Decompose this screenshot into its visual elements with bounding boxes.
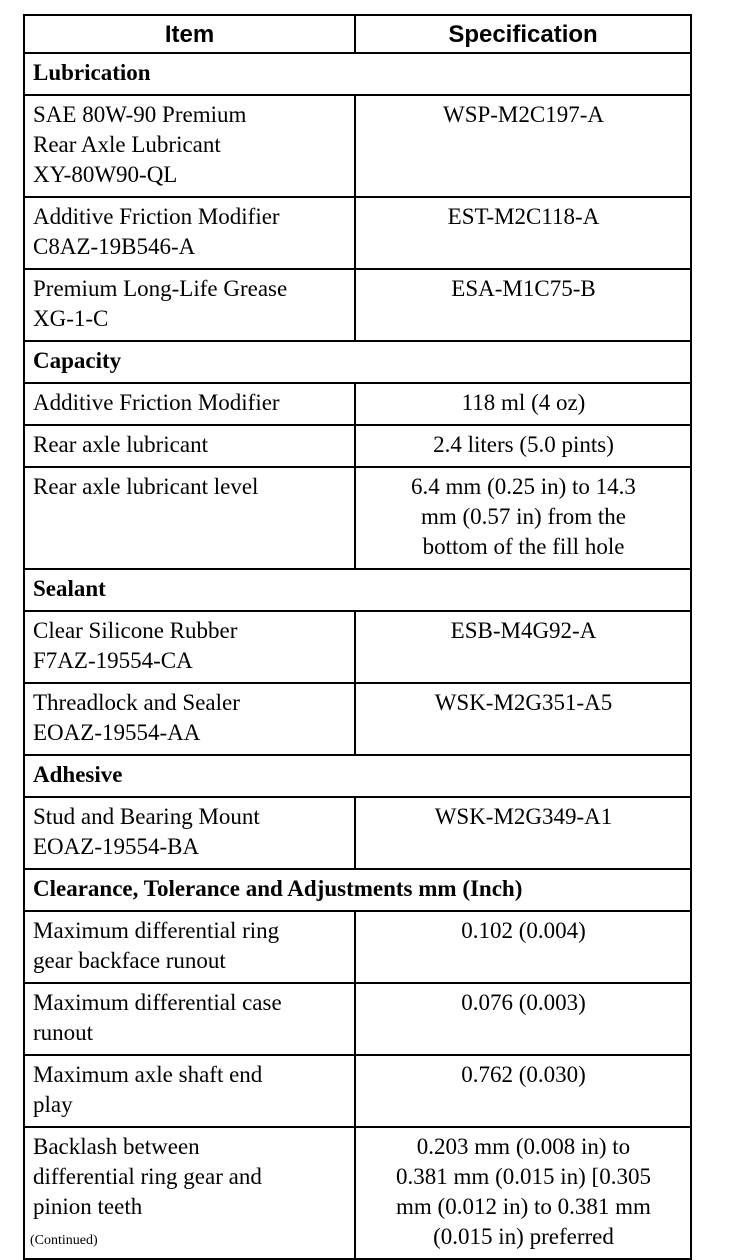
item-line: pinion teeth bbox=[33, 1194, 143, 1219]
item-line: SAE 80W-90 Premium bbox=[33, 102, 247, 127]
table-row bbox=[24, 95, 691, 197]
item-line: Threadlock and Sealer bbox=[33, 690, 240, 715]
item-cell bbox=[24, 797, 355, 869]
item-cell bbox=[24, 611, 355, 683]
header-row bbox=[24, 15, 691, 53]
item-cell bbox=[24, 197, 355, 269]
specification-cell bbox=[355, 467, 691, 569]
item-cell bbox=[24, 467, 355, 569]
item-line: EOAZ-19554-AA bbox=[33, 720, 201, 745]
specification-cell bbox=[355, 383, 691, 425]
specification-cell bbox=[355, 797, 691, 869]
section-title: Sealant bbox=[24, 569, 691, 611]
section-row bbox=[24, 53, 691, 95]
section-title: Adhesive bbox=[24, 755, 691, 797]
section-row bbox=[24, 869, 691, 911]
specification-line: bottom of the fill hole bbox=[422, 534, 625, 559]
table-row bbox=[24, 797, 691, 869]
header-item: Item bbox=[24, 15, 355, 53]
specification-line: ESB-M4G92-A bbox=[450, 618, 597, 643]
specification-line: ESA-M1C75-B bbox=[451, 276, 596, 301]
item-cell bbox=[24, 1055, 355, 1127]
header-specification: Specification bbox=[355, 15, 691, 53]
item-line: Premium Long-Life Grease bbox=[33, 276, 288, 301]
item-line: play bbox=[33, 1092, 73, 1117]
section-title: Clearance, Tolerance and Adjustments mm (Inch) bbox=[24, 869, 691, 911]
specification-line: EST-M2C118-A bbox=[447, 204, 600, 229]
specification-line: 0.076 (0.003) bbox=[461, 990, 586, 1015]
specification-table bbox=[23, 14, 692, 1260]
specification-line: mm (0.012 in) to 0.381 mm bbox=[396, 1194, 651, 1219]
item-line: Backlash between bbox=[33, 1134, 200, 1159]
table-row bbox=[24, 611, 691, 683]
table-row bbox=[24, 425, 691, 467]
section-title: Capacity bbox=[24, 341, 691, 383]
table-row bbox=[24, 1055, 691, 1127]
item-cell bbox=[24, 383, 355, 425]
specification-line: WSK-M2G351-A5 bbox=[434, 690, 613, 715]
specification-line: 0.381 mm (0.015 in) [0.305 bbox=[396, 1164, 651, 1189]
item-cell bbox=[24, 95, 355, 197]
specification-line: WSK-M2G349-A1 bbox=[434, 804, 613, 829]
item-line: Maximum differential case bbox=[33, 990, 282, 1015]
specification-cell bbox=[355, 95, 691, 197]
specification-line: 0.102 (0.004) bbox=[461, 918, 586, 943]
specification-cell bbox=[355, 1055, 691, 1127]
table-row bbox=[24, 269, 691, 341]
table-row bbox=[24, 467, 691, 569]
item-line: Stud and Bearing Mount bbox=[33, 804, 260, 829]
specification-line: 118 ml (4 oz) bbox=[461, 390, 586, 415]
table-row bbox=[24, 683, 691, 755]
item-line: Rear Axle Lubricant bbox=[33, 132, 221, 157]
specification-cell bbox=[355, 983, 691, 1055]
item-line: differential ring gear and bbox=[33, 1164, 262, 1189]
table-row bbox=[24, 383, 691, 425]
item-cell bbox=[24, 425, 355, 467]
item-line: Maximum differential ring bbox=[33, 918, 280, 943]
item-line: XY-80W90-QL bbox=[33, 162, 178, 187]
specification-line: WSP-M2C197-A bbox=[442, 102, 604, 127]
specification-cell bbox=[355, 1127, 691, 1259]
table-row bbox=[24, 1127, 691, 1259]
specification-cell bbox=[355, 611, 691, 683]
item-line: Rear axle lubricant bbox=[33, 432, 208, 457]
item-line: XG-1-C bbox=[33, 306, 109, 331]
item-line: F7AZ-19554-CA bbox=[33, 648, 193, 673]
specification-line: 2.4 liters (5.0 pints) bbox=[433, 432, 614, 457]
specification-line: 6.4 mm (0.25 in) to 14.3 bbox=[411, 474, 636, 499]
table-body bbox=[24, 53, 691, 1259]
specification-cell bbox=[355, 683, 691, 755]
item-cell bbox=[24, 683, 355, 755]
specification-cell bbox=[355, 911, 691, 983]
section-row bbox=[24, 755, 691, 797]
specification-cell bbox=[355, 425, 691, 467]
section-title: Lubrication bbox=[24, 53, 691, 95]
table-row bbox=[24, 983, 691, 1055]
item-line: runout bbox=[33, 1020, 94, 1045]
item-cell bbox=[24, 911, 355, 983]
specification-cell bbox=[355, 269, 691, 341]
item-line: gear backface runout bbox=[33, 948, 226, 973]
section-row bbox=[24, 341, 691, 383]
item-cell bbox=[24, 983, 355, 1055]
item-line: Maximum axle shaft end bbox=[33, 1062, 263, 1087]
item-line: Additive Friction Modifier bbox=[33, 390, 280, 415]
item-line: Additive Friction Modifier bbox=[33, 204, 280, 229]
item-line: Rear axle lubricant level bbox=[33, 474, 259, 499]
item-line: C8AZ-19B546-A bbox=[33, 234, 196, 259]
specification-line: mm (0.57 in) from the bbox=[420, 504, 627, 529]
specification-line: 0.203 mm (0.008 in) to bbox=[416, 1134, 631, 1159]
item-line: Clear Silicone Rubber bbox=[33, 618, 238, 643]
item-line: EOAZ-19554-BA bbox=[33, 834, 200, 859]
footer-note: (Continued) bbox=[30, 1233, 98, 1248]
table-row bbox=[24, 911, 691, 983]
specification-line: 0.762 (0.030) bbox=[461, 1062, 586, 1087]
section-row bbox=[24, 569, 691, 611]
table-row bbox=[24, 197, 691, 269]
specification-line: (0.015 in) preferred bbox=[433, 1224, 614, 1249]
specification-cell bbox=[355, 197, 691, 269]
item-cell bbox=[24, 269, 355, 341]
